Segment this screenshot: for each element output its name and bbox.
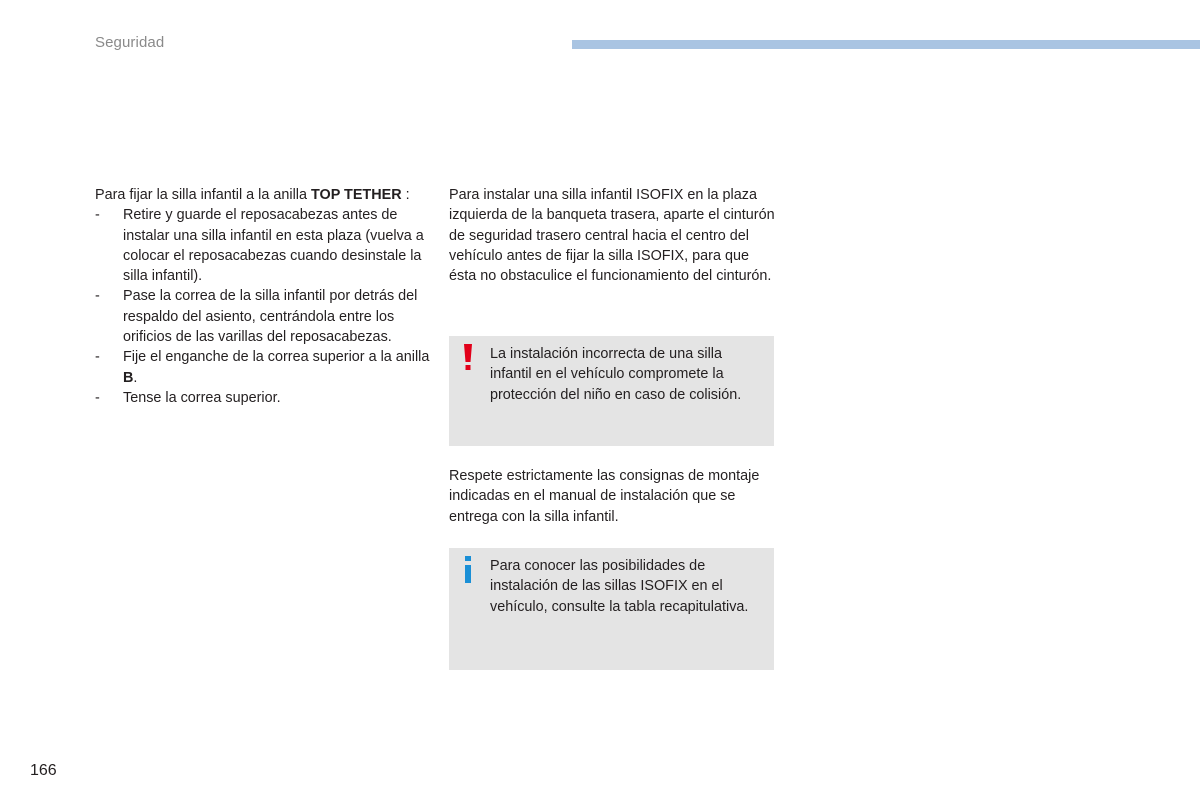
step-text: Pase la correa de la silla infantil por detrás del respaldo del asiento, centrándola entre los orificios de las varillas del reposacabezas. [123,288,418,346]
intro-text: Para fijar la silla infantil a la anilla [95,187,311,203]
step-text: Tense la correa superior. [123,389,281,406]
list-item [95,286,430,347]
bullet-dash: - [95,288,100,305]
section-title: Seguridad [95,34,165,51]
intro-bold-term: TOP TETHER [310,187,402,203]
header-accent-bar [572,40,1200,49]
step-text: Retire y guarde el reposacabezas antes de instalar una silla infantil en esta plaza (vuelva a colocar el reposacabezas cuando desinstale la silla infantil). [123,207,424,285]
warning-box [449,336,774,446]
step-text: Fije el enganche de la correa superior a la anilla [123,349,430,366]
step-bold-term: B [123,369,134,386]
installation-note: Respete estrictamente las consignas de montaje indicadas en el manual de instalación que se entrega con la silla infantil. [449,468,760,525]
info-box [449,548,774,670]
isofix-intro: Para instalar una silla infantil ISOFIX en la plaza izquierda de la banqueta trasera, aparte el cinturón de seguridad trasero central hacia el centro del vehículo antes de fijar la silla ISOFIX, para que ésta no obstaculice el funcionamiento del cinturón. [449,187,775,285]
info-icon [461,556,475,584]
list-item [95,388,430,408]
bullet-dash: - [95,389,100,406]
bullet-dash: - [95,349,100,366]
step-suffix: . [133,369,138,386]
list-item [95,205,430,286]
list-item [95,347,430,388]
page-number: 166 [30,762,57,779]
bullet-dash: - [95,207,100,224]
info-text: Para conocer las posibilidades de instalación de las sillas ISOFIX en el vehículo, consulte la tabla recapitulativa. [490,558,749,615]
exclamation-icon [461,344,475,372]
top-tether-intro [95,185,430,205]
steps-list [95,205,430,408]
warning-text: La instalación incorrecta de una silla infantil en el vehículo compromete la protección del niño en caso de colisión. [490,346,742,403]
intro-suffix: : [401,187,410,203]
left-column [95,185,430,408]
right-column [449,185,779,286]
